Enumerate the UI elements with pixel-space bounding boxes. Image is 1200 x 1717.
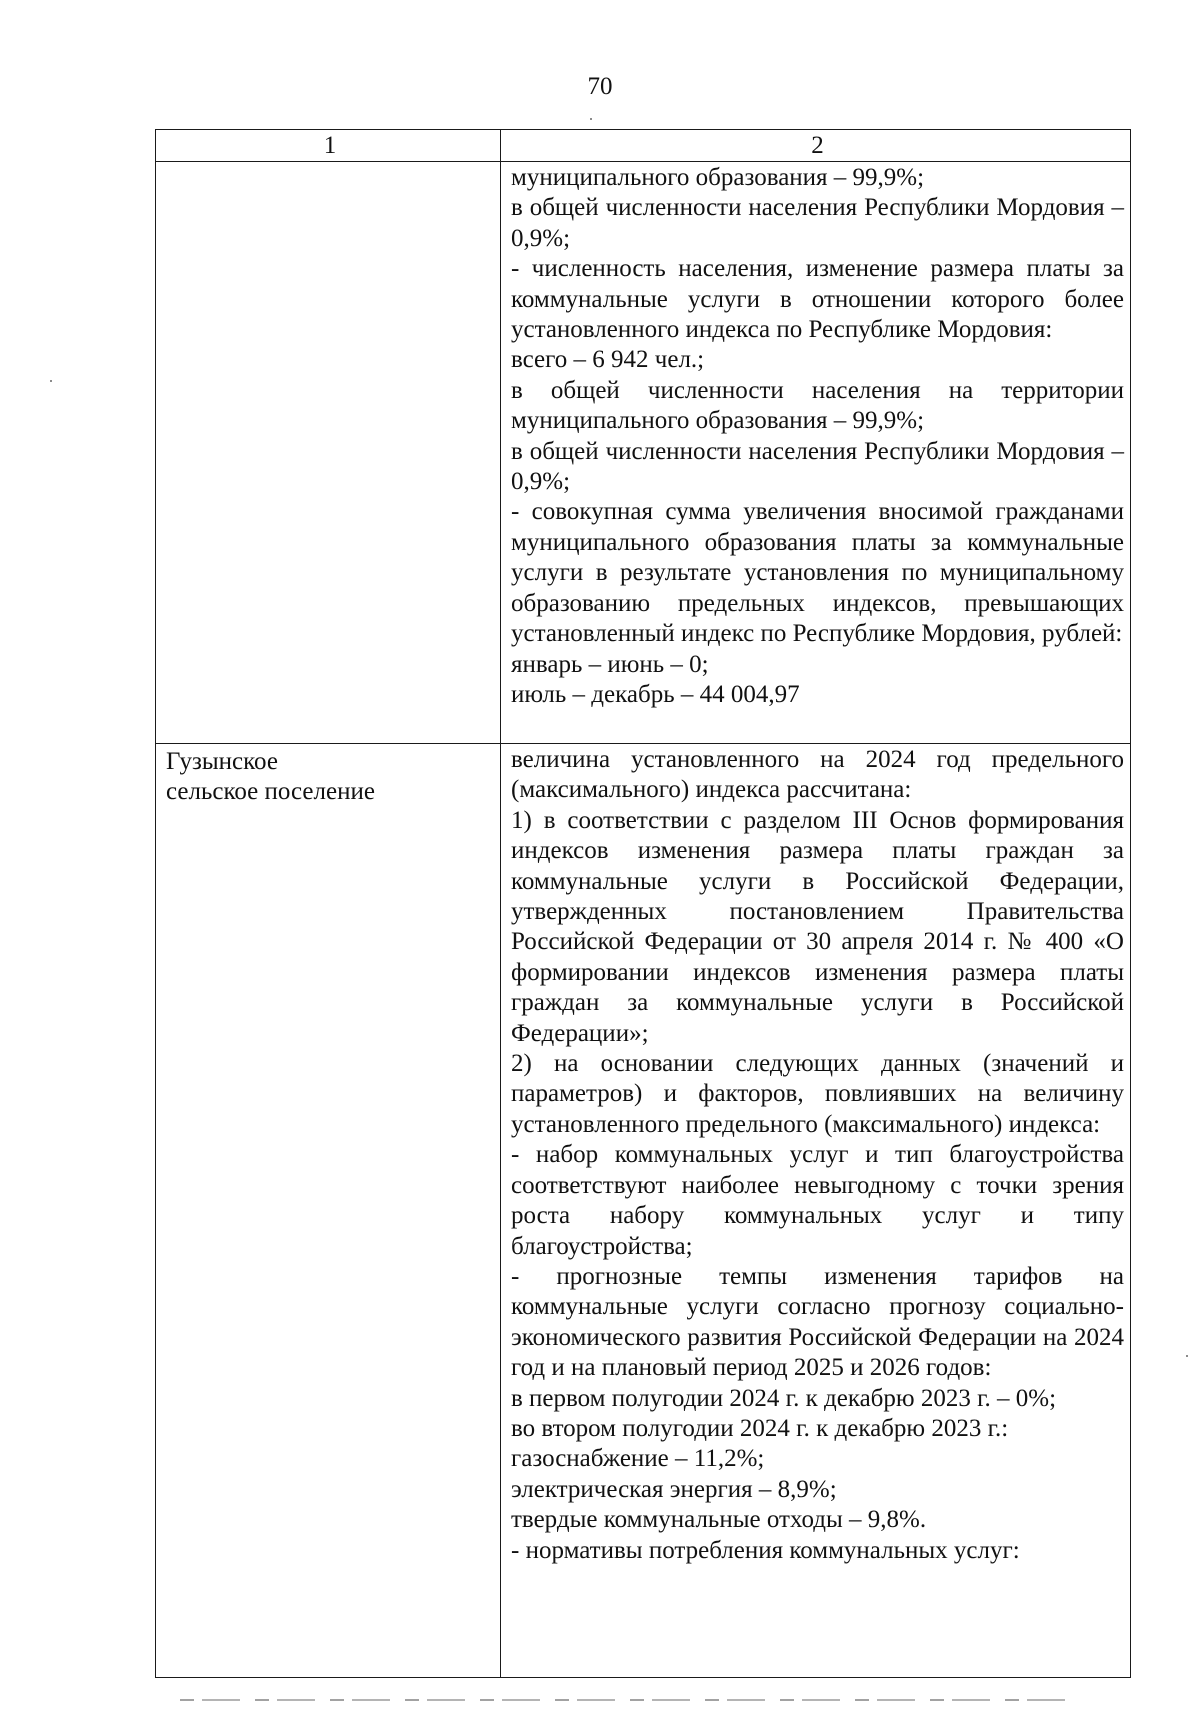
table-header-row — [156, 130, 1131, 162]
table-row — [156, 744, 1131, 1678]
text-paragraph: в первом полугодии 2024 г. к декабрю 2023 г. – 0%; — [511, 1384, 1057, 1412]
text-paragraph: во втором полугодии 2024 г. к декабрю 2023 г.: — [511, 1414, 1009, 1442]
region-cell-empty — [156, 162, 501, 744]
text-paragraph: - набор коммунальных услуг и тип благоустройства соответствуют наиболее невыгодному с точки зрения роста набору коммунальных услуг и типу благоустройства; — [511, 1141, 1124, 1260]
text-paragraph: - нормативы потребления коммунальных услуг: — [511, 1536, 1020, 1564]
text-paragraph: в общей численности населения Республики Мордовия – 0,9%; — [511, 437, 1124, 496]
scan-speck — [1186, 1355, 1188, 1357]
text-paragraph: величина установленного на 2024 год предельного (максимального) индекса рассчитана: — [511, 746, 1124, 804]
text-paragraph: электрическая энергия – 8,9%; — [511, 1475, 837, 1503]
scan-speck — [50, 380, 52, 382]
scan-artifact-line — [180, 1699, 1080, 1701]
text-paragraph: - совокупная сумма увеличения вносимой гражданами муниципального образования платы за коммунальные услуги в результате установления по муниципальному образованию предельных индексов, превышающих установленный индекс по Республике Мордовия, рублей: — [511, 498, 1124, 648]
text-paragraph: 2) на основании следующих данных (значений и параметров) и факторов, повлиявших на величину установленного предельного (максимального) индекса: — [511, 1050, 1124, 1138]
text-paragraph: январь – июнь – 0; — [511, 650, 709, 678]
region-name-line: сельское поселение — [166, 778, 375, 805]
text-paragraph: муниципального образования – 99,9%; — [511, 164, 925, 191]
document-table — [155, 129, 1131, 1678]
scan-speck — [590, 118, 592, 120]
column-number-1: 1 — [156, 130, 501, 162]
text-paragraph: всего – 6 942 чел.; — [511, 346, 705, 374]
text-paragraph: твердые коммунальные отходы – 9,8%. — [511, 1506, 927, 1534]
text-paragraph: газоснабжение – 11,2%; — [511, 1445, 765, 1473]
column-number-2: 2 — [501, 130, 1131, 162]
content-cell — [501, 744, 1131, 1678]
content-cell — [501, 162, 1131, 744]
text-paragraph: в общей численности населения на территории муниципального образования – 99,9%; — [511, 376, 1124, 435]
region-name-line: Гузынское — [166, 748, 278, 775]
text-paragraph: - прогнозные темпы изменения тарифов на коммунальные услуги согласно прогнозу социально-экономического развития Российской Федерации на 2024 год и на плановый период 2025 и 2026 годов: — [511, 1262, 1124, 1382]
table-row — [156, 162, 1131, 744]
text-paragraph: 1) в соответствии с разделом III Основ формирования индексов изменения размера платы граждан за коммунальные услуги в Российской Федерации, утвержденных постановлением Правительства Российской Федерации от 30 апреля 2014 г. № 400 «О формировании индексов изменения размера платы граждан за коммунальные услуги в Российской Федерации»; — [511, 806, 1124, 1047]
text-paragraph: - численность населения, изменение размера платы за коммунальные услуги в отношении которого более установленного индекса по Республике Мордовия: — [511, 255, 1124, 344]
page-number: 70 — [587, 73, 613, 100]
text-paragraph: июль – декабрь – 44 004,97 — [511, 680, 800, 708]
text-paragraph: в общей численности населения Республики Мордовия – 0,9%; — [511, 194, 1124, 252]
region-name-cell — [156, 744, 501, 1678]
